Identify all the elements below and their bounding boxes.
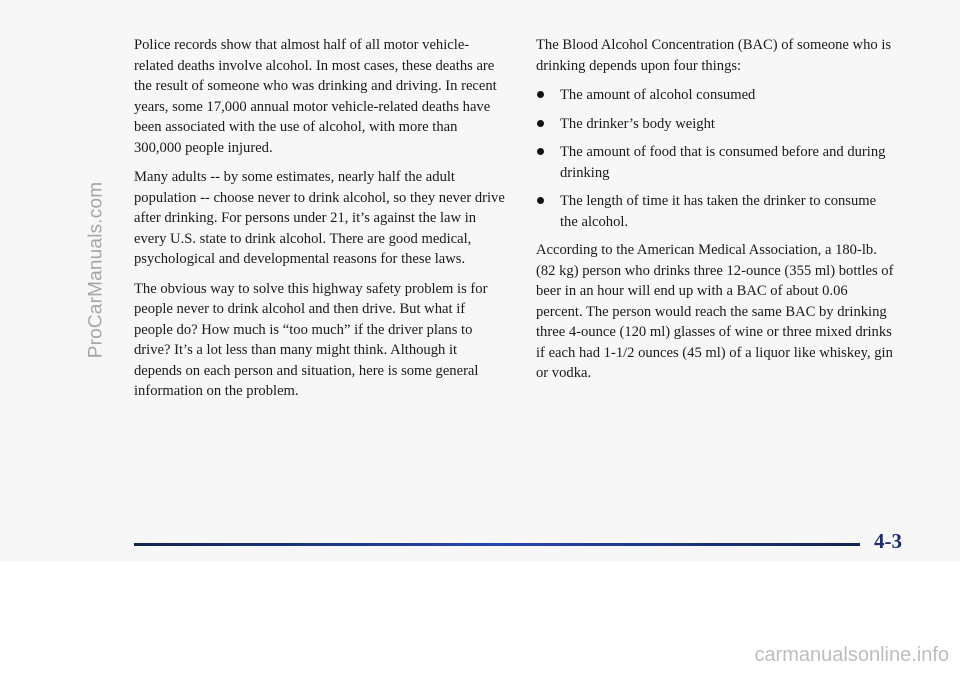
list-item — [536, 142, 896, 183]
list-item-text: The drinker’s body weight — [560, 115, 715, 132]
list-item — [536, 191, 896, 232]
bac-factors-list — [536, 85, 896, 232]
side-watermark — [81, 0, 111, 540]
list-item-text: The amount of food that is consumed before and during drinking — [560, 144, 886, 181]
right-column — [536, 35, 896, 393]
paragraph-alcohol-deaths: Police records show that almost half of all motor vehicle-related deaths involve alcohol. In most cases, these deaths are the result of someone who was drinking and driving. In recent years, some 17,000 annual motor vehicle-related deaths have been associated with the use of alcohol, with more than 300,000 people injured. — [134, 37, 497, 156]
paragraph-bac-intro: The Blood Alcohol Concentration (BAC) of someone who is drinking depends upon four things: — [536, 37, 892, 74]
bottom-watermark: carmanualsonline.info — [754, 644, 949, 666]
list-item-text: The length of time it has taken the drinker to consume the alcohol. — [560, 193, 877, 230]
bullet-icon — [537, 120, 544, 127]
bullet-icon — [537, 91, 544, 98]
footer-divider — [134, 543, 860, 546]
list-item — [536, 85, 896, 106]
bullet-icon — [537, 148, 544, 155]
paragraph-safety-problem: The obvious way to solve this highway safety problem is for people never to drink alcohol and then drive. But what if people do? How much is “too much” if the driver plans to drive? It’s a lot less than many might think. Although it depends on each person and situation, here is some general information on the problem. — [134, 280, 488, 399]
page-number: 4-3 — [874, 529, 902, 553]
left-column — [134, 35, 506, 411]
paragraph-adults-abstain: Many adults -- by some estimates, nearly half the adult population -- choose never to drink alcohol, so they never drive after drinking. For persons under 21, it’s against the law in every U.S. state to drink alcohol. There are good medical, psychological and developmental reasons for these laws. — [134, 169, 505, 267]
bullet-icon — [537, 197, 544, 204]
list-item-text: The amount of alcohol consumed — [560, 87, 756, 103]
side-watermark-text: ProCarManuals.com — [85, 181, 107, 359]
paragraph-ama-example: According to the American Medical Association, a 180-lb. (82 kg) person who drinks three 12-ounce (355 ml) bottles of beer in an hour will end up with a BAC of about 0.06 percent. The person would reach the same BAC by drinking three 4-ounce (120 ml) glasses of wine or three mixed drinks if each had 1-1/2 ounces (45 ml) of a liquor like whiskey, gin or vodka. — [536, 242, 894, 381]
list-item — [536, 114, 896, 135]
